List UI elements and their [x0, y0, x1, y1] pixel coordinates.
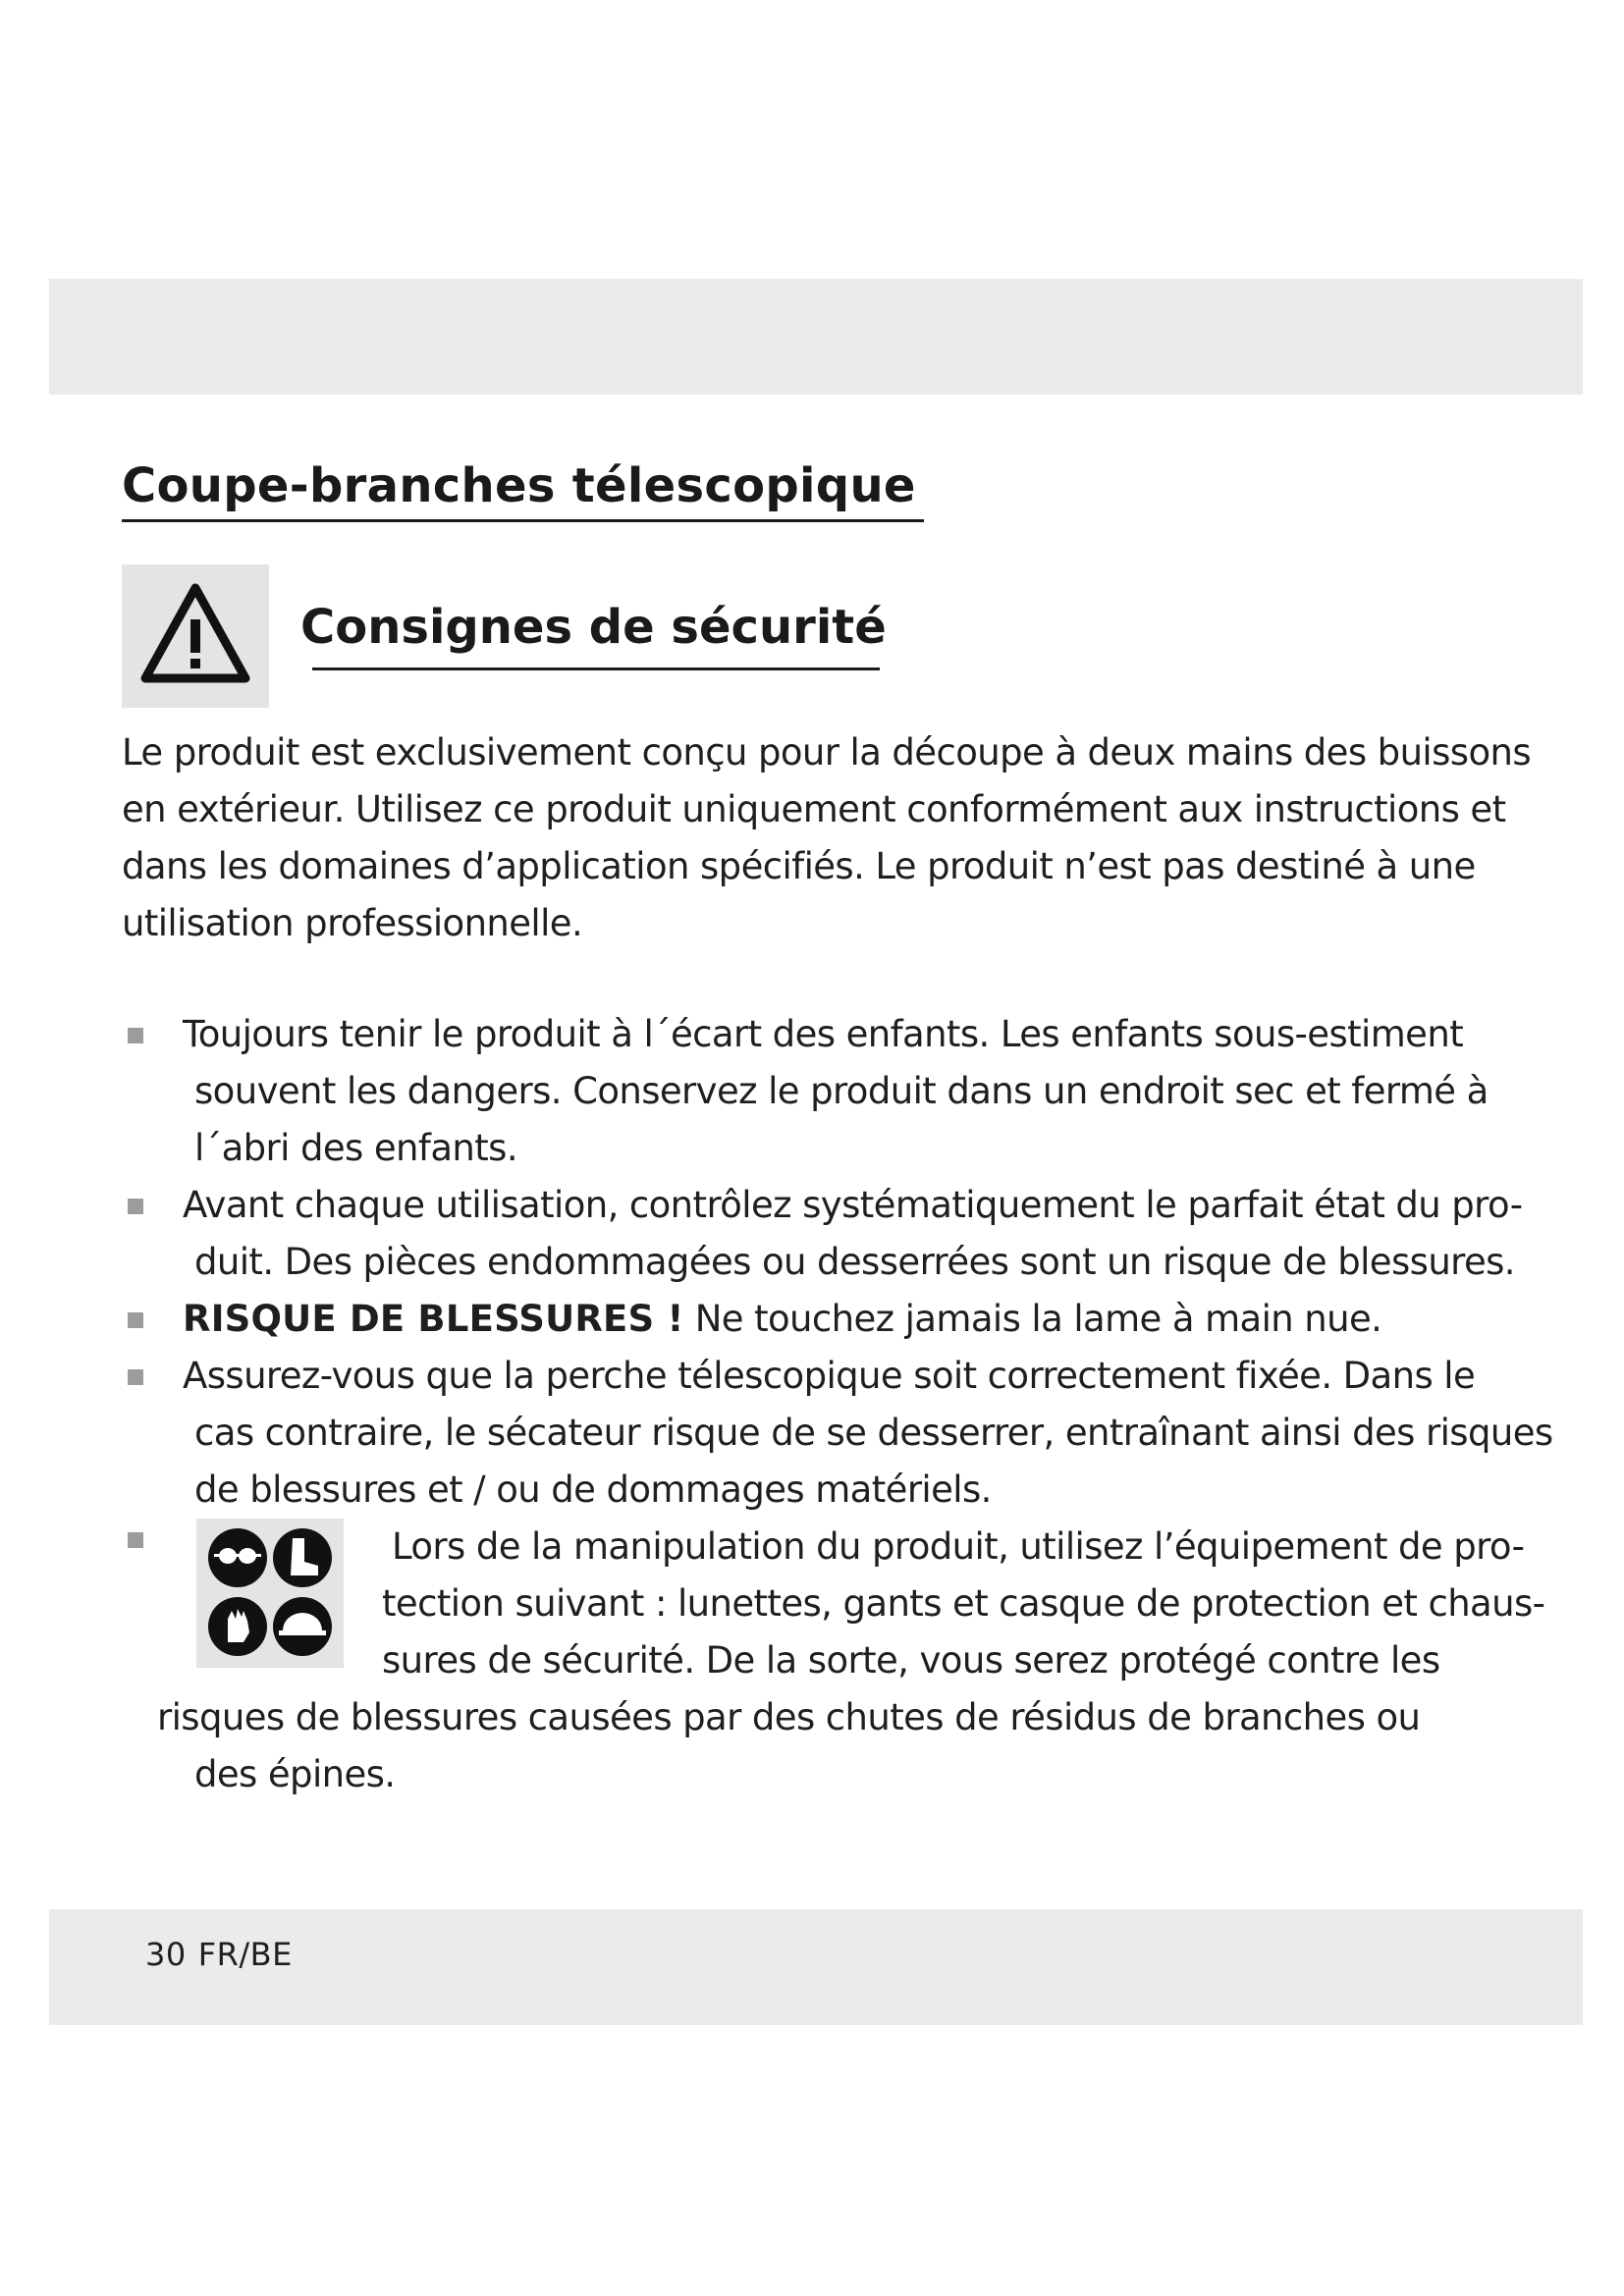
warning-box — [122, 564, 269, 708]
bullet-icon — [128, 1369, 143, 1385]
bullet-icon — [128, 1028, 143, 1043]
item-line: Toujours tenir le produit à l´écart des enfants. Les enfants sous-estiment — [183, 1013, 1464, 1055]
item-line: l´abri des enfants. — [194, 1127, 517, 1169]
page-number: 30 — [145, 1936, 187, 1973]
header-band — [49, 279, 1583, 395]
intro-line: en extérieur. Utilisez ce produit uniquement conformément aux instructions et — [122, 788, 1506, 830]
warning-label: RISQUE DE BLESSURES ! — [183, 1298, 684, 1340]
page-footer — [145, 1936, 304, 1973]
section-title-underline — [312, 667, 880, 670]
item-line: duit. Des pièces endommagées ou desserrées sont un risque de blessures. — [194, 1241, 1515, 1283]
bullet-icon — [128, 1312, 143, 1328]
helmet-icon — [273, 1597, 332, 1656]
bullet-icon — [128, 1199, 143, 1214]
locale-label: FR/BE — [197, 1936, 293, 1973]
intro-line: utilisation professionnelle. — [122, 902, 583, 944]
intro-line: Le produit est exclusivement conçu pour la découpe à deux mains des buissons — [122, 731, 1532, 774]
item-line: cas contraire, le sécateur risque de se desserrer, entraînant ainsi des risques — [194, 1412, 1553, 1454]
boots-icon — [273, 1528, 332, 1587]
list-item — [122, 1291, 1536, 1348]
list-item — [122, 1177, 1536, 1291]
item-line: Avant chaque utilisation, contrôlez systématiquement le parfait état du pro- — [183, 1184, 1523, 1226]
item-line: de blessures et / ou de dommages matériels. — [194, 1468, 992, 1511]
ppe-icons — [196, 1519, 344, 1668]
intro-paragraph — [122, 724, 1536, 952]
gloves-icon — [208, 1597, 267, 1656]
bullet-icon — [128, 1532, 143, 1548]
section-title: Consignes de sécurité — [300, 600, 887, 655]
item-line: Assurez-vous que la perche télescopique soit correctement fixée. Dans le — [183, 1355, 1476, 1397]
item-line: sures de sécurité. De la sorte, vous serez protégé contre les — [382, 1639, 1440, 1682]
list-item — [122, 1006, 1536, 1177]
page-title: Coupe-branches télescopique — [122, 459, 924, 522]
item-line: risques de blessures causées par des chutes de résidus de branches ou — [157, 1696, 1421, 1738]
intro-line: dans les domaines d’application spécifiés. Le produit n’est pas destiné à une — [122, 845, 1476, 887]
item-line: Lors de la manipulation du produit, utilisez l’équipement de pro- — [392, 1525, 1525, 1568]
list-item — [122, 1348, 1553, 1519]
item-line — [183, 1291, 1536, 1348]
item-line: des épines. — [194, 1753, 396, 1795]
goggles-icon — [208, 1528, 267, 1587]
item-text: Ne touchez jamais la lame à main nue. — [683, 1298, 1382, 1340]
item-line: souvent les dangers. Conservez le produit dans un endroit sec et fermé à — [194, 1070, 1489, 1112]
warning-triangle-icon — [139, 580, 251, 692]
item-line: tection suivant : lunettes, gants et casque de protection et chaus- — [382, 1582, 1545, 1625]
safety-list — [122, 1006, 1553, 1803]
ppe-text-continued — [157, 1689, 1420, 1803]
list-item — [122, 1519, 1545, 1803]
ppe-text — [382, 1519, 1544, 1689]
